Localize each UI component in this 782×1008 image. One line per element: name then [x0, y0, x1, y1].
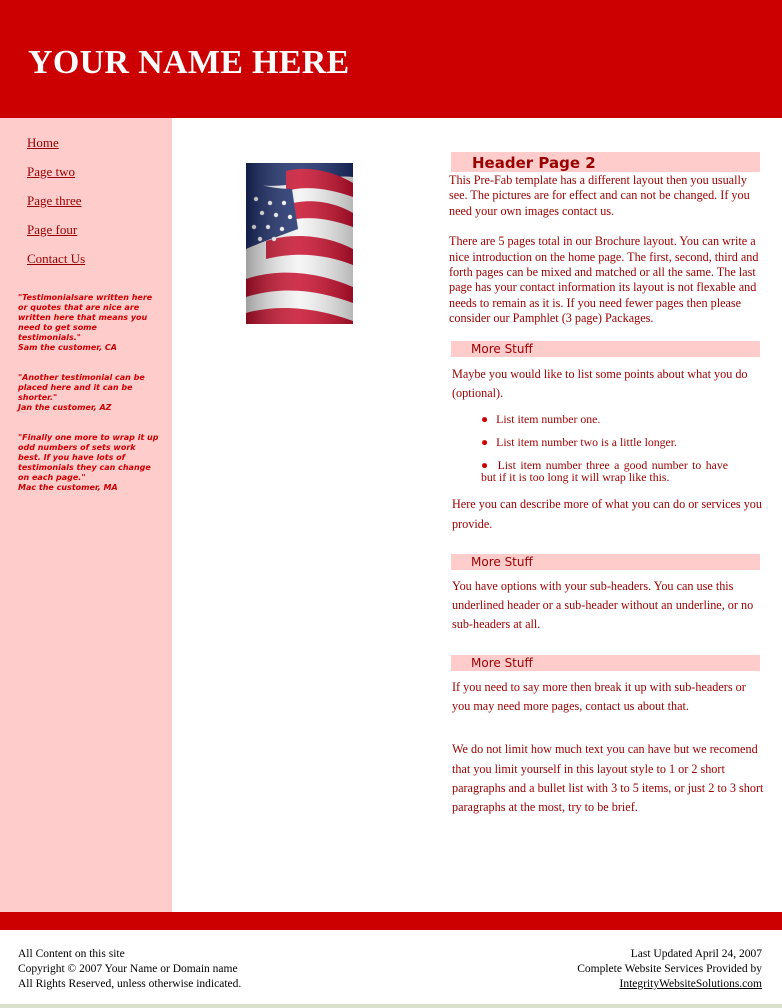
footer-line: Complete Website Services Provided by	[577, 963, 762, 975]
main-content	[448, 152, 764, 818]
nav-contact-us-link[interactable]: Contact Us	[27, 251, 86, 266]
sub-header	[451, 554, 760, 570]
intro-paragraph: This Pre-Fab template has a different layout then you usually see. The pictures are for effect and can not be changed. If you need your own images contact us.	[449, 173, 750, 218]
footer-credits	[577, 947, 762, 992]
body-paragraph: Here you can describe more of what you can do or services you provide.	[452, 497, 762, 531]
sub-header-text: More Stuff	[471, 341, 533, 356]
body-paragraph: You have options with your sub-headers. You can use this underlined header or a sub-header without an underline, or no sub-headers at all.	[452, 578, 754, 632]
page-title	[451, 152, 760, 172]
nav-page-four-link[interactable]: Page four	[27, 222, 78, 237]
bullet-icon: ●	[481, 458, 490, 473]
footer-line: All Content on this site	[18, 948, 125, 960]
testimonials	[18, 293, 160, 513]
testimonial	[18, 293, 160, 353]
testimonial	[18, 433, 160, 493]
testimonial	[18, 373, 160, 413]
body-paragraph: If you need to say more then break it up with sub-headers or you may need more pages, contact us about that.	[452, 679, 746, 714]
list-item	[481, 413, 728, 425]
sub-header	[451, 341, 760, 357]
site-header	[0, 0, 782, 118]
bullet-icon: ●	[481, 435, 489, 450]
list-item-text: List item number one.	[496, 412, 601, 427]
list-item-text: List item number three a good number to have but if it is too long it will wrap like this.	[481, 458, 728, 485]
footer-line: Copyright © 2007 Your Name or Domain name	[18, 963, 238, 975]
bullet-list	[448, 413, 764, 483]
nav-home-link[interactable]: Home	[27, 135, 59, 150]
testimonial-quote: "Another testimonial can be placed here and it can be shorter."	[18, 373, 145, 402]
sidebar	[0, 118, 172, 912]
footer-line: All Rights Reserved, unless otherwise indicated.	[18, 978, 242, 990]
provider-link[interactable]: IntegrityWebsiteSolutions.com	[619, 978, 762, 990]
list-item	[481, 459, 728, 483]
intro	[449, 173, 764, 327]
body-paragraph: We do not limit how much text you can have but we recomend that you limit yourself in this layout style to 1 or 2 short paragraphs and a bullet list with 3 to 5 items, or just 2 to 3 short paragraphs at the most, try to be brief.	[452, 742, 764, 815]
testimonial-quote: "Testimonialsare written here or quotes that are nice are written here that means you need to get some testimonials."	[18, 293, 153, 342]
bottom-strip	[0, 1004, 782, 1008]
sub-header-text: More Stuff	[471, 554, 533, 569]
footer-line: Last Updated April 24, 2007	[630, 948, 762, 960]
testimonial-author: Mac the customer, MA	[18, 483, 118, 492]
list-item	[481, 436, 728, 448]
nav-page-two-link[interactable]: Page two	[27, 164, 76, 179]
site-title: YOUR NAME HERE	[28, 44, 350, 81]
american-flag-image	[246, 163, 353, 324]
testimonial-author: Sam the customer, CA	[18, 343, 117, 352]
footer-bar	[0, 912, 782, 930]
sub-header	[451, 655, 760, 671]
nav-page-three-link[interactable]: Page three	[27, 193, 82, 208]
intro-paragraph: There are 5 pages total in our Brochure layout. You can write a nice introduction on the home page. The first, second, third and forth pages can be mixed and matched or all the same. The last page has your contact information its layout is not flexable and needs to remain as it is. If you need fewer pages then please consider our Pamphlet (3 page) Packages.	[449, 234, 759, 326]
sub-header-text: More Stuff	[471, 655, 533, 670]
sidebar-nav	[27, 134, 85, 279]
page-title-text: Header Page 2	[472, 154, 596, 172]
body-paragraph: Maybe you would like to list some points about what you do (optional).	[452, 366, 748, 400]
testimonial-quote: "Finally one more to wrap it up odd numbers of sets work best. If you have lots of testimonials they can change on each page."	[18, 433, 159, 482]
bullet-icon: ●	[481, 412, 489, 427]
list-item-text: List item number two is a little longer.	[496, 435, 677, 450]
footer-copyright	[18, 947, 241, 992]
testimonial-author: Jan the customer, AZ	[18, 403, 112, 412]
